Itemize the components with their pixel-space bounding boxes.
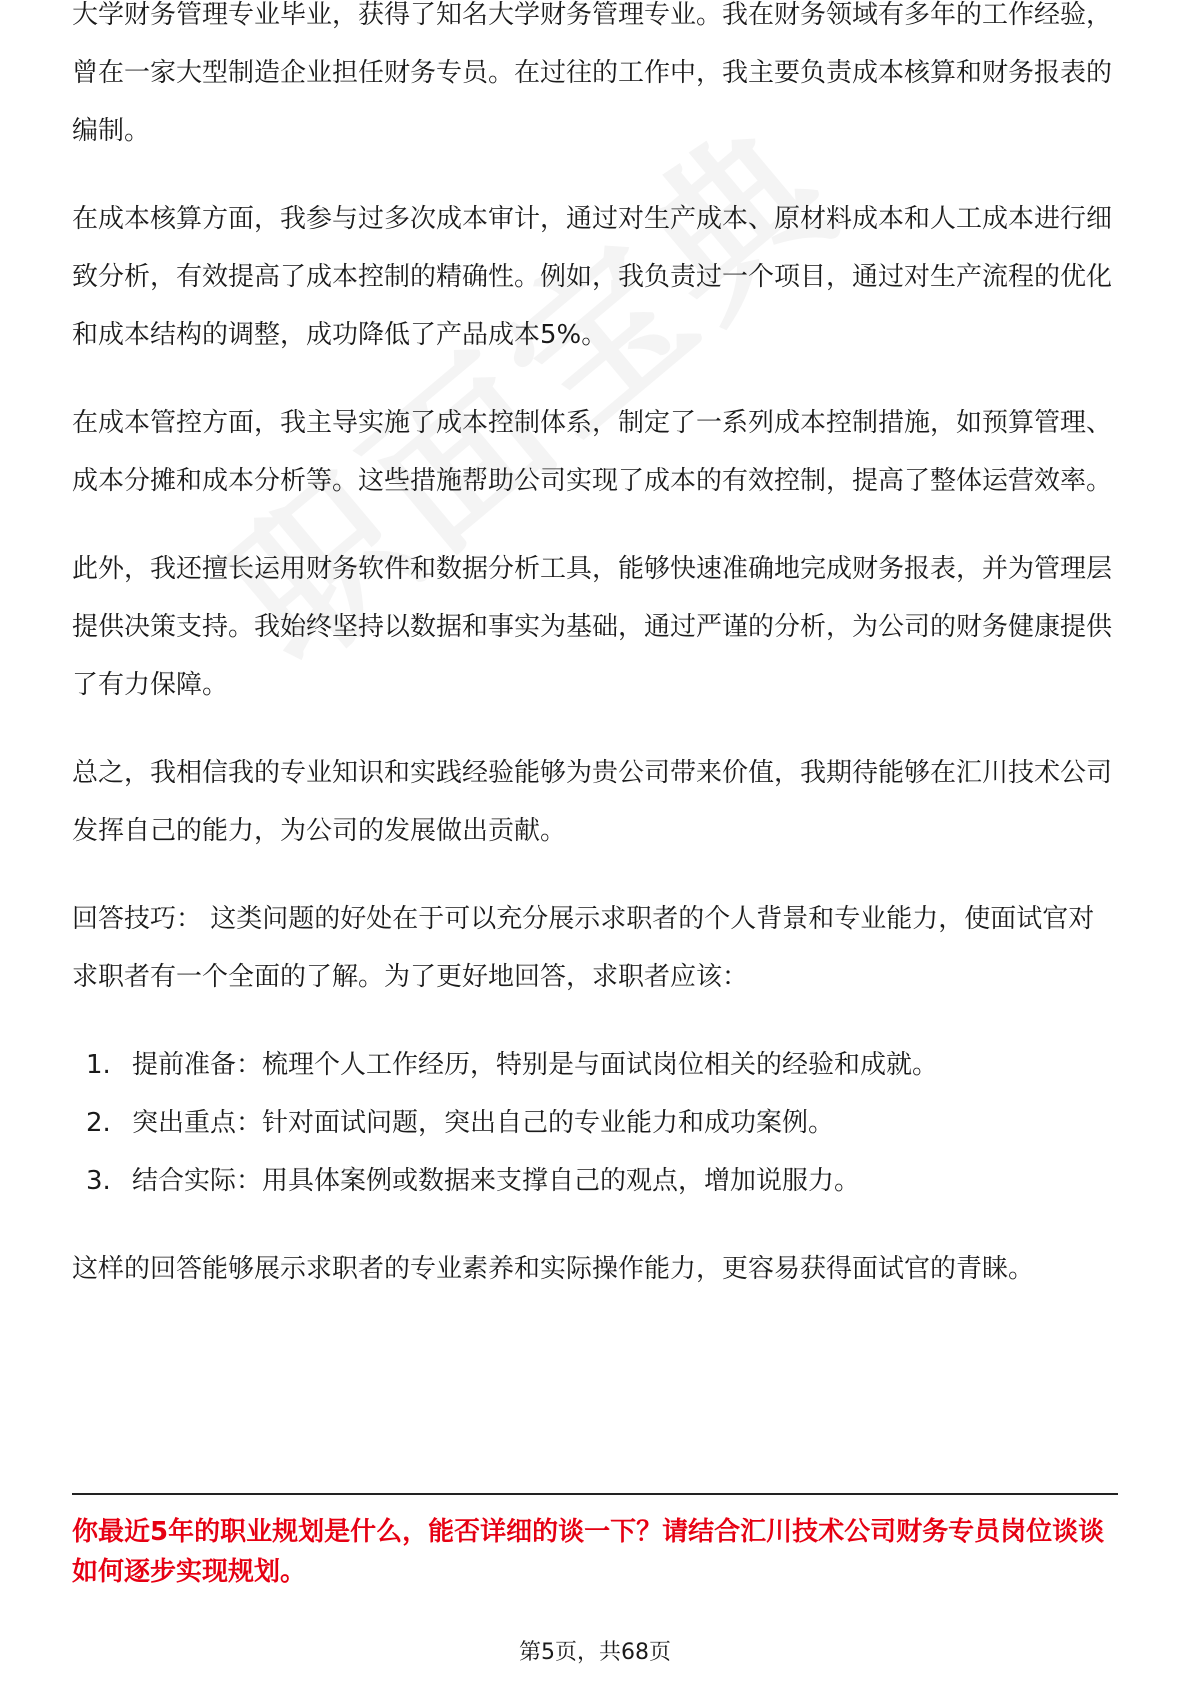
list-item-text: 结合实际：用具体案例或数据来支撑自己的观点，增加说服力。 [132,1166,861,1196]
answer-body [72,0,1120,1298]
section-divider [72,1493,1118,1495]
interview-question: 你最近5年的职业规划是什么，能否详细的谈一下？请结合汇川技术公司财务专员岗位谈谈如何逐步实现规划。 [72,1517,1105,1587]
paragraph-tools: 此外，我还擅长运用财务软件和数据分析工具，能够快速准确地完成财务报表，并为管理层提供决策支持。我始终坚持以数据和事实为基础，通过严谨的分析，为公司的财务健康提供了有力保障。 [72,554,1113,700]
paragraph-background: 大学财务管理专业毕业，获得了知名大学财务管理专业。我在财务领域有多年的工作经验，曾在一家大型制造企业担任财务专员。在过往的工作中，我主要负责成本核算和财务报表的编制。 [72,0,1113,146]
list-item-text: 突出重点：针对面试问题，突出自己的专业能力和成功案例。 [132,1108,835,1138]
list-item [72,1094,1120,1152]
paragraph-summary: 总之，我相信我的专业知识和实践经验能够为贵公司带来价值，我期待能够在汇川技术公司发挥自己的能力，为公司的发展做出贡献。 [72,758,1113,846]
list-number: 2. [86,1108,111,1138]
list-number: 1. [86,1050,111,1080]
list-number: 3. [86,1166,111,1196]
list-item-text: 提前准备：梳理个人工作经历，特别是与面试岗位相关的经验和成就。 [132,1050,939,1080]
paragraph-cost-control: 在成本管控方面，我主导实施了成本控制体系，制定了一系列成本控制措施，如预算管理、成本分摊和成本分析等。这些措施帮助公司实现了成本的有效控制，提高了整体运营效率。 [72,408,1113,496]
paragraph-answer-tips: 回答技巧： 这类问题的好处在于可以充分展示求职者的个人背景和专业能力，使面试官对求职者有一个全面的了解。为了更好地回答，求职者应该： [72,904,1095,992]
list-item [72,1152,1120,1210]
page-number: 第5页，共68页 [519,1640,671,1665]
paragraph-cost-accounting: 在成本核算方面，我参与过多次成本审计，通过对生产成本、原材料成本和人工成本进行细致分析，有效提高了成本控制的精确性。例如，我负责过一个项目，通过对生产流程的优化和成本结构的调整，成功降低了产品成本5%。 [72,204,1113,350]
list-item [72,1036,1120,1094]
paragraph-conclusion: 这样的回答能够展示求职者的专业素养和实际操作能力，更容易获得面试官的青睐。 [72,1254,1035,1284]
tips-list [72,1036,1120,1210]
